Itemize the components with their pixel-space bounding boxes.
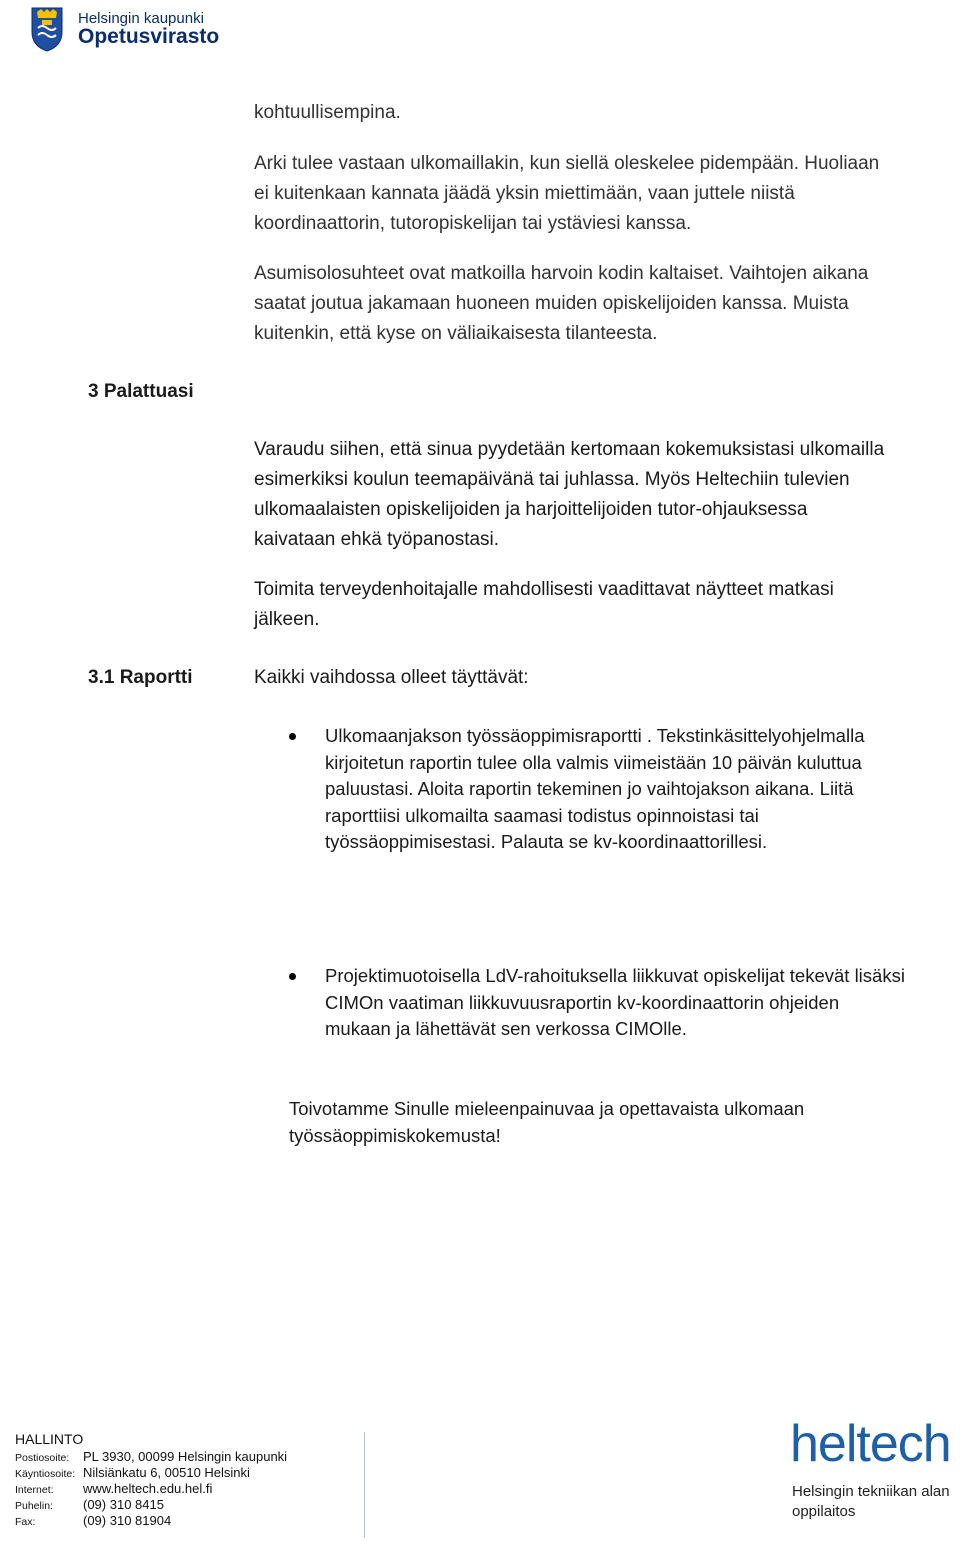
- section-heading-3: 3 Palattuasi: [88, 381, 194, 402]
- footer-row: [15, 1497, 164, 1512]
- heltech-brand-sub: [792, 1482, 950, 1522]
- footer-row: [15, 1513, 171, 1528]
- footer-website-link[interactable]: www.heltech.edu.hel.fi: [83, 1481, 213, 1496]
- paragraph-2: Arki tulee vastaan ulkomaillakin, kun siellä oleskelee pidempään. Huoliaan ei kuitenkaan kannata jäädä yksin miettimään, vaan juttele niistä koordinaattorin, tutoropiskelijan tai ystäviesi kanssa.: [254, 153, 880, 234]
- org-name-top: Helsingin kaupunki: [78, 10, 204, 27]
- footer-value: (09) 310 81904: [83, 1513, 172, 1528]
- bullet-item-1: Ulkomaanjakson työssäoppimisraportti . Tekstinkäsittelyohjelmalla kirjoitetun raportin tulee olla valmis viimeistään 10 päivän kuluttua paluustasi. Aloita raportin tekeminen jo vaihtojakson aikana. Liitä raporttiisi ulkomailta saamasi todistus opinnoistasi tai työssäoppimisestasi. Palauta se kv-koordinaattorillesi.: [325, 725, 865, 852]
- bullet-item-2: Projektimuotoisella LdV-rahoituksella liikkuvat opiskelijat tekevät lisäksi CIMOn vaatiman liikkuvuusraportin kv-koordinaattorin ohjeiden mukaan ja lähettävät sen verkossa CIMOlle.: [325, 965, 905, 1039]
- footer-title: HALLINTO: [15, 1431, 84, 1447]
- footer-value: Nilsiänkatu 6, 00510 Helsinki: [83, 1465, 250, 1480]
- paragraph-1: kohtuullisempina.: [254, 102, 401, 123]
- footer-label: Postiosoite:: [15, 1452, 70, 1464]
- heltech-brand-sub-line-2: oppilaitos: [792, 1503, 856, 1520]
- bullet-dot-icon: [289, 733, 296, 740]
- footer-label: Puhelin:: [15, 1500, 53, 1512]
- heltech-brand-name: heltech: [790, 1415, 951, 1473]
- header-logo: [28, 6, 228, 54]
- heltech-brand-sub-line-1: Helsingin tekniikan alan: [792, 1483, 950, 1500]
- footer-row: [15, 1465, 250, 1480]
- footer-value: (09) 310 8415: [83, 1497, 164, 1512]
- paragraph-4: Varaudu siihen, että sinua pyydetään kertomaan kokemuksistasi ulkomailla esimerkiksi koulun teemapäivänä tai juhlassa. Myös Heltechiin tulevien ulkomaalaisten opiskelijoiden ja harjoittelijoiden tutor-ohjauksessa kaivataan ehkä työpanostasi.: [254, 439, 885, 550]
- paragraph-3: Asumisolosuhteet ovat matkoilla harvoin kodin kaltaiset. Vaihtojen aikana saatat joutua jakamaan huoneen muiden opiskelijoiden kanssa. Muista kuitenkin, että kyse on väliaikaisesta tilanteesta.: [254, 263, 869, 344]
- paragraph-5: Toimita terveydenhoitajalle mahdollisesti vaadittavat näytteet matkasi jälkeen.: [254, 579, 834, 630]
- paragraph-6: Kaikki vaihdossa olleet täyttävät:: [254, 667, 529, 688]
- footer-value: PL 3930, 00099 Helsingin kaupunki: [83, 1449, 288, 1464]
- bullet-dot-icon: [289, 973, 296, 980]
- closing-paragraph: Toivotamme Sinulle mieleenpainuvaa ja opettavaista ulkomaan työssäoppimiskokemusta!: [289, 1098, 805, 1146]
- footer-row: [15, 1449, 287, 1464]
- footer-label: Käyntiosoite:: [15, 1468, 76, 1480]
- org-name-main: Opetusvirasto: [78, 25, 220, 48]
- helsinki-crest-icon: [28, 6, 66, 52]
- section-heading-3-1: 3.1 Raportti: [88, 667, 193, 688]
- footer-label: Fax:: [15, 1516, 36, 1528]
- heltech-logo: [790, 1415, 958, 1530]
- footer-label: Internet:: [15, 1484, 54, 1496]
- footer-row: [15, 1481, 212, 1496]
- footer-divider: [364, 1432, 365, 1538]
